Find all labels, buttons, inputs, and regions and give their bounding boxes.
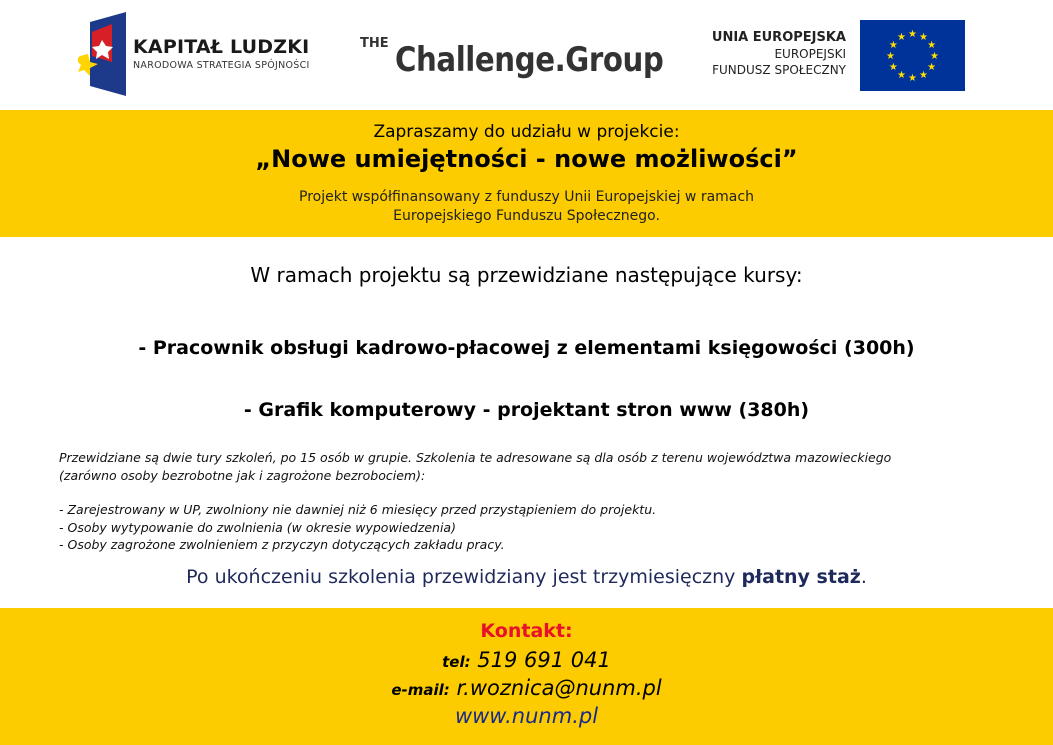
eu-star-icon: ★: [919, 31, 928, 43]
kapital-ludzki-logo: [78, 12, 130, 96]
eu-line-3: FUNDUSZ SPOŁECZNY: [712, 63, 846, 77]
eu-label: [712, 30, 846, 78]
tel-value[interactable]: 519 691 041: [477, 648, 611, 672]
kapital-ludzki-text: [133, 36, 310, 71]
details-intro-1: Przewidziane są dwie tury szkoleń, po 15 osób w grupie. Szkolenia te adresowane są dla osób z terenu województwa mazowieckiego: [59, 450, 892, 465]
project-title: „Nowe umiejętności - nowe możliwości”: [255, 145, 798, 173]
eu-star-icon: ★: [930, 51, 939, 62]
details-intro-2: (zarówno osoby bezrobotne jak i zagrożone bezrobociem):: [59, 467, 426, 483]
eu-line-2: EUROPEJSKI: [774, 47, 846, 61]
criteria-item: - Osoby wytypowanie do zwolnienia (w okresie wypowiedzenia): [59, 519, 456, 535]
internship-text: Po ukończeniu szkolenia przewidziany jest trzymiesięczny: [186, 566, 742, 588]
website-link[interactable]: www.nunm.pl: [454, 704, 599, 728]
contact-title: Kontakt:: [480, 620, 573, 642]
contact-phone: [0, 648, 1053, 672]
contact-email: [0, 676, 1053, 700]
eu-flag-icon: [860, 20, 965, 91]
internship-end: .: [860, 566, 867, 588]
eu-line-1: UNIA EUROPEJSKA: [711, 30, 846, 45]
courses-heading: W ramach projektu są przewidziane następujące kursy:: [250, 263, 803, 287]
eu-star-icon: ★: [888, 40, 898, 51]
criteria-item: - Osoby zagrożone zwolnieniem z przyczyn dotyczących zakładu pracy.: [59, 537, 505, 552]
eu-star-icon: ★: [919, 70, 928, 82]
email-value[interactable]: r.woznica@nunm.pl: [456, 676, 662, 700]
invite-text: Zapraszamy do udziału w projekcie:: [373, 122, 680, 142]
eu-star-icon: ★: [908, 73, 917, 84]
kapital-ludzki-title: KAPITAŁ LUDZKI: [133, 36, 310, 58]
tel-label: tel:: [442, 653, 471, 671]
eu-star-icon: ★: [927, 62, 937, 73]
eu-star-icon: ★: [908, 29, 917, 40]
cofinance-note: [0, 188, 1053, 226]
course-item: - Pracownik obsługi kadrowo-płacowej z elementami księgowości (300h): [138, 337, 915, 359]
eu-star-icon: ★: [888, 62, 898, 73]
eligibility-details: [59, 449, 1009, 554]
internship-note: [0, 566, 1053, 588]
eu-star-icon: ★: [927, 40, 937, 51]
eu-star-icon: ★: [897, 31, 906, 43]
challenge-name: Challenge.Group: [395, 40, 664, 80]
internship-bold: płatny staż: [741, 566, 861, 588]
email-label: e-mail:: [391, 681, 450, 699]
course-item: - Grafik komputerowy - projektant stron www (380h): [243, 399, 810, 421]
criteria-item: - Zarejestrowany w UP, zwolniony nie dawniej niż 6 miesięcy przed przystąpieniem do projektu.: [59, 502, 657, 517]
logo-header: [0, 0, 1053, 110]
eu-star-icon: ★: [897, 70, 906, 82]
eu-star-icon: ★: [886, 51, 895, 62]
cofinance-line-2: Europejskiego Funduszu Społecznego.: [393, 208, 660, 224]
kapital-ludzki-subtitle: NARODOWA STRATEGIA SPÓJNOŚCI: [133, 60, 310, 71]
challenge-the: THE: [360, 36, 389, 51]
cofinance-line-1: Projekt współfinansowany z funduszy Unii Europejskiej w ramach: [299, 189, 754, 205]
